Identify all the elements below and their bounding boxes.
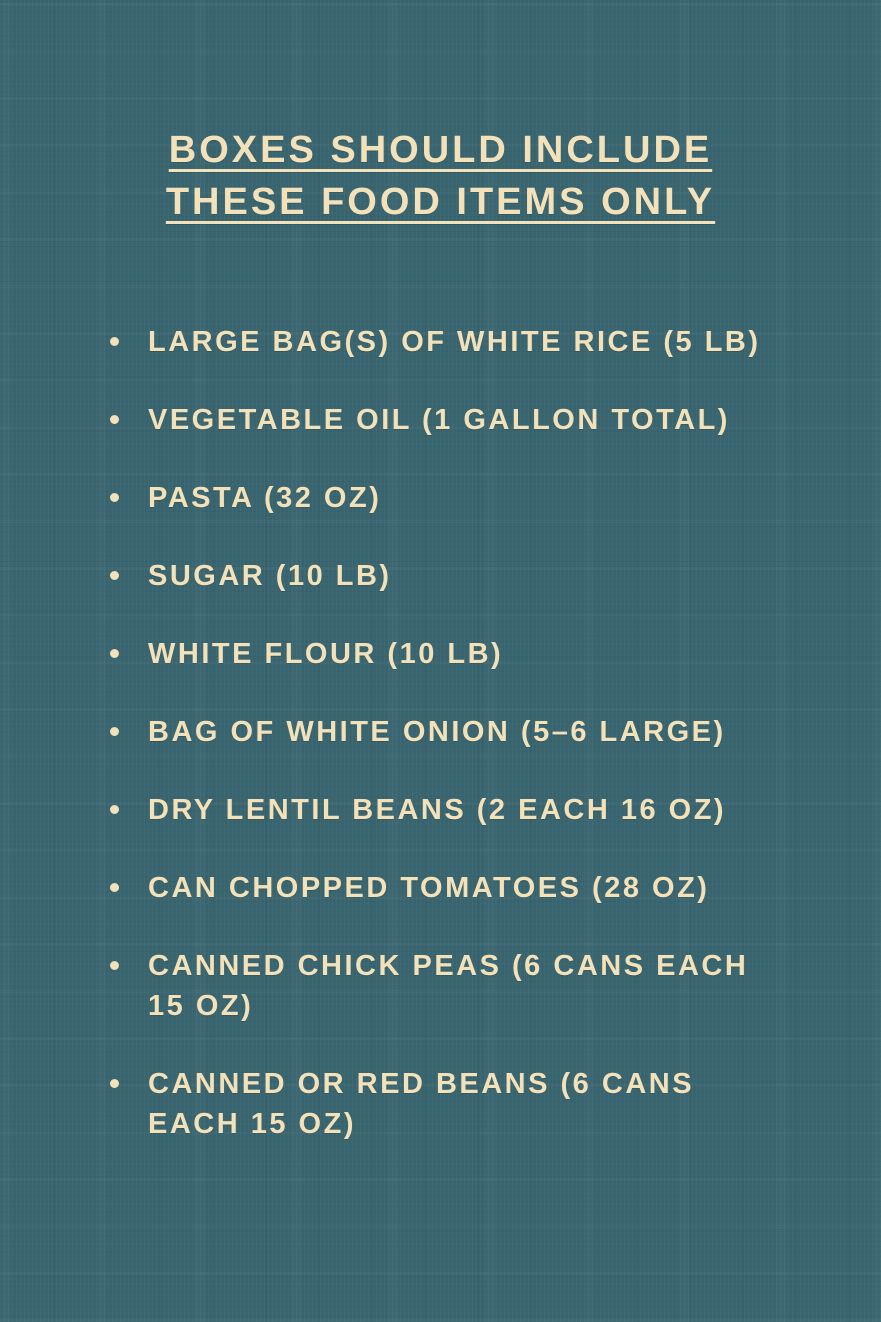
bullet-icon — [110, 805, 119, 814]
page-title — [0, 124, 881, 228]
title-line-2: THESE FOOD ITEMS ONLY — [165, 181, 716, 223]
bullet-icon — [110, 337, 119, 346]
list-item-text: VEGETABLE OIL (1 GALLON TOTAL) — [148, 404, 730, 436]
list-item-text: SUGAR (10 LB) — [148, 560, 392, 592]
list-item — [110, 868, 790, 908]
list-item — [110, 634, 790, 674]
list-item — [110, 478, 790, 518]
bullet-icon — [110, 649, 119, 658]
list-item — [110, 790, 790, 830]
list-item — [110, 712, 790, 752]
list-item — [110, 1064, 790, 1144]
list-item — [110, 556, 790, 596]
list-item-text: LARGE BAG(S) OF WHITE RICE (5 LB) — [148, 326, 761, 358]
list-item-text: PASTA (32 OZ) — [148, 482, 382, 514]
bullet-icon — [110, 493, 119, 502]
list-item-text: CAN CHOPPED TOMATOES (28 OZ) — [148, 872, 710, 904]
list-item-text: WHITE FLOUR (10 LB) — [148, 638, 504, 670]
list-item — [110, 322, 790, 362]
bullet-icon — [110, 961, 119, 970]
list-item-text: CANNED OR RED BEANS (6 CANS EACH 15 OZ) — [148, 1068, 695, 1140]
list-item-text: BAG OF WHITE ONION (5–6 LARGE) — [148, 716, 726, 748]
bullet-icon — [110, 571, 119, 580]
bullet-icon — [110, 1079, 119, 1088]
list-item — [110, 400, 790, 440]
bullet-icon — [110, 415, 119, 424]
title-line-1: BOXES SHOULD INCLUDE — [168, 129, 713, 171]
bullet-icon — [110, 883, 119, 892]
list-item-text: DRY LENTIL BEANS (2 EACH 16 OZ) — [148, 794, 727, 826]
food-items-list — [110, 322, 790, 1182]
list-item-text: CANNED CHICK PEAS (6 CANS EACH 15 OZ) — [148, 950, 749, 1022]
list-item — [110, 946, 790, 1026]
bullet-icon — [110, 727, 119, 736]
